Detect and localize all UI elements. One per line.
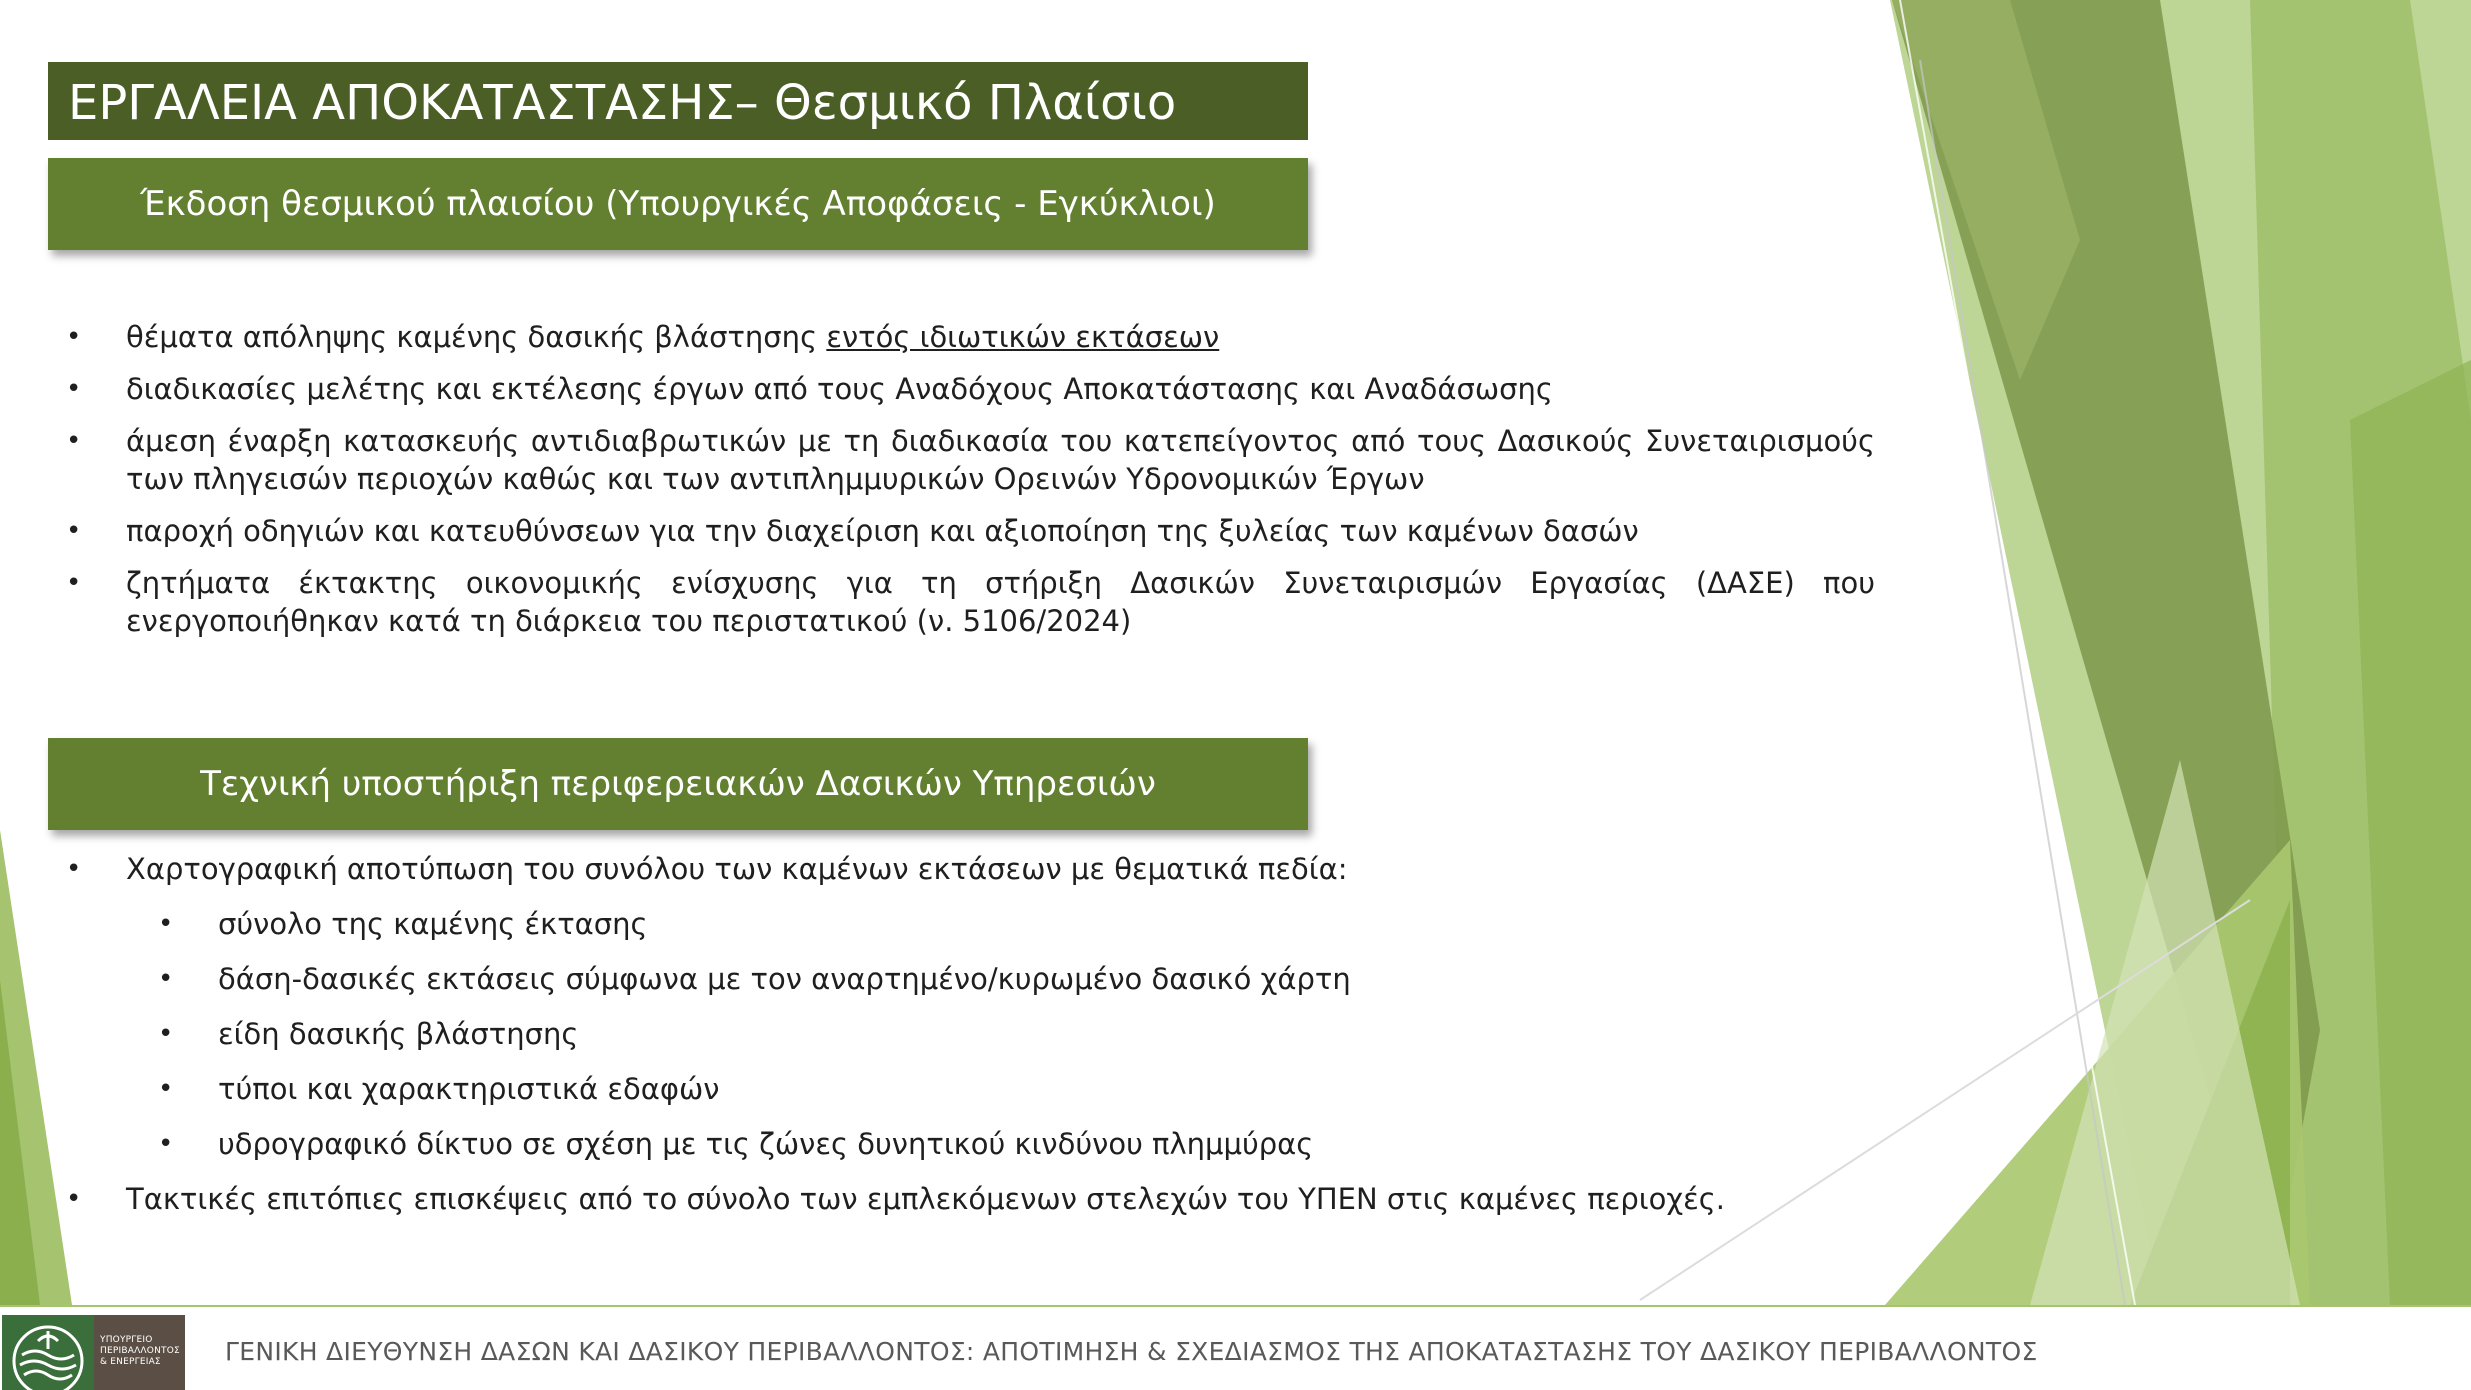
list-item-text: Τακτικές επιτόπιες επισκέψεις από το σύνολο των εμπλεκόμενων στελεχών του ΥΠΕΝ στις καμένες περιοχές. [126, 1182, 1725, 1216]
footer-text: ΓΕΝΙΚΗ ΔΙΕΥΘΥΝΣΗ ΔΑΣΩΝ ΚΑΙ ΔΑΣΙΚΟΥ ΠΕΡΙΒΑΛΛΟΝΤΟΣ: ΑΠΟΤΙΜΗΣΗ & ΣΧΕΔΙΑΣΜΟΣ ΤΗΣ ΑΠΟΚΑΤΑΣΤΑΣΗΣ ΤΟΥ ΔΑΣΙΚΟΥ ΠΕΡΙΒΑΛΛΟΝΤΟΣ [225, 1337, 2038, 1366]
ministry-emblem-icon [2, 1315, 94, 1390]
bullet-icon: • [158, 1129, 174, 1159]
sub-list-item-text: υδρογραφικό δίκτυο σε σχέση με τις ζώνες δυνητικού κινδύνου πλημμύρας [218, 1127, 1314, 1161]
bullet-icon: • [158, 964, 174, 994]
list-item [0, 850, 1875, 888]
sub-list-item-text: τύποι και χαρακτηριστικά εδαφών [218, 1072, 720, 1106]
list-item [0, 564, 1875, 640]
list-item [0, 318, 1875, 356]
sub-list-item [0, 1015, 1875, 1053]
sub-list-item [0, 905, 1875, 943]
footer [0, 1305, 2471, 1390]
list-item [0, 1180, 1875, 1218]
underlined-text: εντός ιδιωτικών εκτάσεων [826, 320, 1220, 354]
bullet-icon: • [158, 909, 174, 939]
list-item-text: παροχή οδηγιών και κατευθύνσεων για την διαχείριση και αξιοποίηση της ξυλείας των καμένων δασών [126, 514, 1639, 548]
list-item [0, 370, 1875, 408]
list-item-text: θέματα απόληψης καμένης δασικής βλάστησης [126, 320, 827, 354]
list-item-text: ζητήματα έκτακτης οικονομικής ενίσχυσης για τη στήριξη Δασικών Συνεταιρισμών Εργασίας (ΔΑΣΕ) που ενεργοποιήθηκαν κατά τη διάρκεια του περιστατικού (ν. 5106/2024) [126, 566, 1875, 638]
bullet-icon: • [66, 374, 82, 404]
sub-list-item-text: είδη δασικής βλάστησης [218, 1017, 579, 1051]
bullet-icon: • [66, 426, 82, 456]
ministry-name [94, 1315, 184, 1390]
list-item-text: διαδικασίες μελέτης και εκτέλεσης έργων από τους Αναδόχους Αποκατάστασης και Αναδάσωσης [126, 372, 1553, 406]
list-item [0, 512, 1875, 550]
sub-list-item [0, 960, 1875, 998]
bullet-icon: • [66, 1184, 82, 1214]
ministry-name-line: ΠΕΡΙΒΑΛΛΟΝΤΟΣ [100, 1346, 180, 1356]
bullet-icon: • [158, 1019, 174, 1049]
framework-bullet-list [0, 318, 1875, 654]
bullet-icon: • [66, 568, 82, 598]
sub-list-item-text: δάση-δασικές εκτάσεις σύμφωνα με τον αναρτημένο/κυρωμένο δασικό χάρτη [218, 962, 1351, 996]
ministry-name-line: & ΕΝΕΡΓΕΙΑΣ [100, 1357, 161, 1367]
sub-list-item-text: σύνολο της καμένης έκτασης [218, 907, 648, 941]
bullet-icon: • [66, 854, 82, 884]
list-item [0, 422, 1875, 498]
sub-list-item [0, 1070, 1875, 1108]
bullet-icon: • [158, 1074, 174, 1104]
section-header-institutional-framework: Έκδοση θεσμικού πλαισίου (Υπουργικές Αποφάσεις - Εγκύκλιοι) [48, 158, 1308, 250]
sub-list-item [0, 1125, 1875, 1163]
slide-title: ΕΡΓΑΛΕΙΑ ΑΠΟΚΑΤΑΣΤΑΣΗΣ– Θεσμικό Πλαίσιο [48, 62, 1308, 140]
list-item-text: άμεση έναρξη κατασκευής αντιδιαβρωτικών με τη διαδικασία του κατεπείγοντος από τους Δασικούς Συνεταιρισμούς των πληγεισών περιοχών καθώς και των αντιπλημμυρικών Ορεινών Υδρονομικών Έργων [126, 424, 1875, 496]
list-item-text: Χαρτογραφική αποτύπωση του συνόλου των καμένων εκτάσεων με θεματικά πεδία: [126, 852, 1348, 886]
ministry-name-line: ΥΠΟΥΡΓΕΙΟ [100, 1335, 153, 1345]
section-header-technical-support: Τεχνική υποστήριξη περιφερειακών Δασικών Υπηρεσιών [48, 738, 1308, 830]
technical-support-bullet-list [0, 850, 1875, 1235]
ministry-logo [2, 1315, 185, 1390]
bullet-icon: • [66, 516, 82, 546]
bullet-icon: • [66, 322, 82, 352]
